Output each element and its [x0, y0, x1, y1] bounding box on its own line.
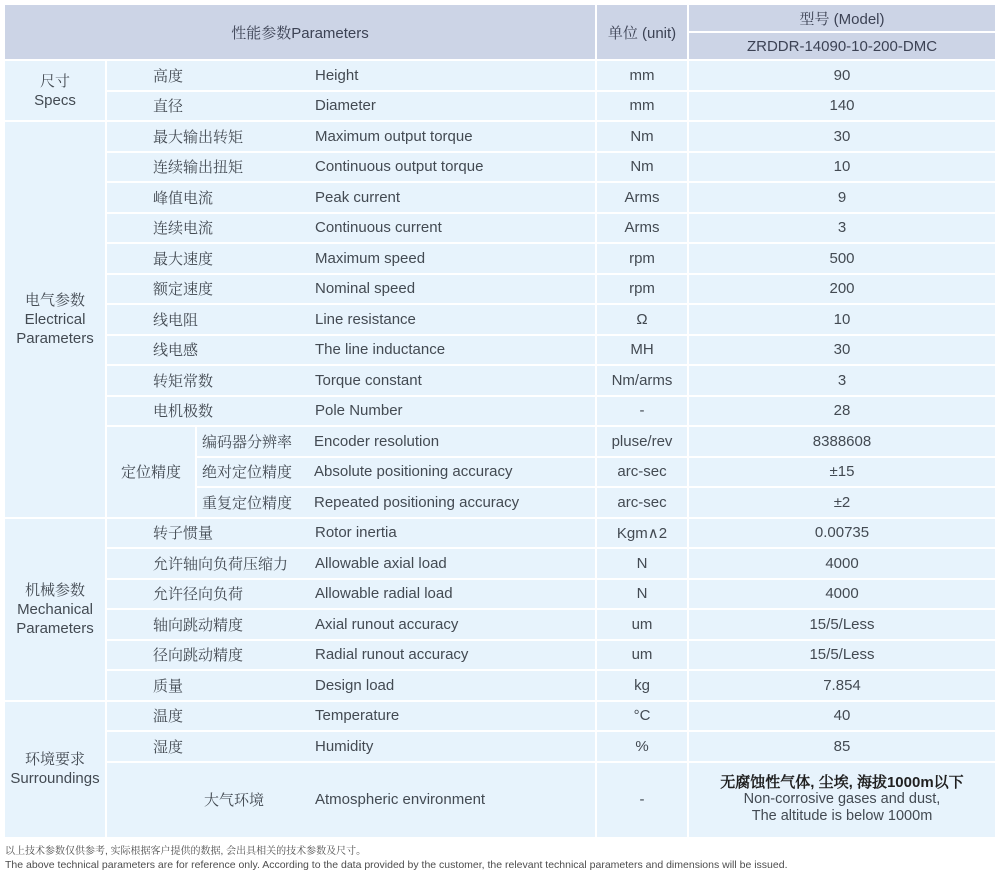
param-en: The line inductance	[315, 341, 446, 359]
value-cell: ±15	[689, 458, 995, 487]
param-zh: 允许径向负荷	[153, 586, 244, 604]
unit-cell: rpm	[597, 244, 687, 273]
param-en: Continuous output torque	[315, 158, 484, 176]
param-en: Humidity	[315, 737, 374, 755]
value-cell: 140	[689, 92, 995, 121]
unit-cell: MH	[597, 336, 687, 365]
value-cell: 15/5/Less	[689, 610, 995, 639]
value-cell: 90	[689, 61, 995, 90]
param-zh: 连续电流	[153, 220, 214, 238]
param-zh: 绝对定位精度	[202, 464, 293, 482]
atmospheric-line-zh: 无腐蚀性气体, 尘埃, 海拔1000m以下	[720, 774, 964, 791]
subcategory-cell-positioning: 定位精度	[107, 427, 195, 517]
category-zh: 电气参数	[24, 291, 85, 309]
unit-cell: um	[597, 610, 687, 639]
value-cell: 0.00735	[689, 519, 995, 548]
atmospheric-line-en2: The altitude is below 1000m	[751, 808, 933, 824]
param-en: Temperature	[315, 707, 400, 725]
value-cell: 3	[689, 214, 995, 243]
value-cell: 7.854	[689, 671, 995, 700]
category-en: Surroundings	[10, 770, 100, 787]
param-en: Absolute positioning accuracy	[314, 463, 513, 481]
header-model-label: 型号 (Model)	[689, 5, 995, 31]
unit-cell: Nm	[597, 153, 687, 182]
param-cell	[107, 244, 595, 273]
category-cell-electrical	[5, 122, 105, 517]
param-cell	[107, 214, 595, 243]
param-cell	[107, 397, 595, 426]
param-zh: 直径	[153, 98, 184, 116]
param-zh: 线电阻	[153, 311, 199, 329]
value-cell: 85	[689, 732, 995, 761]
header-unit: 单位 (unit)	[597, 5, 687, 59]
category-cell-specs	[5, 61, 105, 120]
footnotes	[5, 845, 995, 872]
param-cell	[107, 702, 595, 731]
category-en: Electrical Parameters	[16, 310, 94, 347]
value-cell: 15/5/Less	[689, 641, 995, 670]
param-cell	[107, 732, 595, 761]
unit-cell: Nm/arms	[597, 366, 687, 395]
unit-cell: pluse/rev	[597, 427, 687, 456]
unit-cell: -	[597, 763, 687, 837]
unit-cell: °C	[597, 702, 687, 731]
param-zh: 允许轴向负荷压缩力	[153, 555, 289, 573]
unit-cell: N	[597, 580, 687, 609]
footnote-en: The above technical parameters are for reference only. According to the data provided by the customer, the relevant technical parameters and dimensions will be issued.	[5, 859, 788, 871]
unit-cell: arc-sec	[597, 488, 687, 517]
param-en: Continuous current	[315, 219, 442, 237]
param-zh: 最大输出转矩	[153, 128, 244, 146]
param-cell	[197, 427, 595, 456]
spec-table	[5, 5, 995, 837]
header-model-value: ZRDDR-14090-10-200-DMC	[689, 33, 995, 59]
value-cell: 30	[689, 336, 995, 365]
param-cell	[107, 549, 595, 578]
param-zh: 湿度	[153, 738, 184, 756]
param-en: Peak current	[315, 188, 401, 206]
value-cell: 10	[689, 305, 995, 334]
param-cell	[107, 641, 595, 670]
value-cell: 10	[689, 153, 995, 182]
param-zh: 电机极数	[153, 403, 214, 421]
param-en: Maximum output torque	[315, 127, 473, 145]
param-zh: 线电感	[153, 342, 199, 360]
category-zh: 环境要求	[24, 751, 85, 768]
param-cell	[107, 519, 595, 548]
value-cell: 500	[689, 244, 995, 273]
unit-cell: %	[597, 732, 687, 761]
param-zh: 额定速度	[153, 281, 214, 299]
unit-cell: um	[597, 641, 687, 670]
param-cell	[197, 458, 595, 487]
param-en: Maximum speed	[315, 249, 426, 267]
param-zh: 转矩常数	[153, 372, 214, 390]
value-cell: 3	[689, 366, 995, 395]
param-zh: 连续输出扭矩	[153, 159, 244, 177]
unit-cell: N	[597, 549, 687, 578]
unit-cell: Arms	[597, 183, 687, 212]
unit-cell: mm	[597, 61, 687, 90]
param-zh: 最大速度	[153, 250, 214, 268]
param-en: Allowable axial load	[315, 554, 447, 572]
unit-cell: -	[597, 397, 687, 426]
param-en: Allowable radial load	[315, 585, 453, 603]
param-zh: 转子惯量	[153, 525, 214, 543]
param-en: Design load	[315, 676, 395, 694]
param-zh: 峰值电流	[153, 189, 214, 207]
unit-cell: mm	[597, 92, 687, 121]
unit-cell: Nm	[597, 122, 687, 151]
param-en: Encoder resolution	[314, 432, 440, 450]
param-en: Rotor inertia	[315, 524, 397, 542]
param-zh: 径向跳动精度	[153, 647, 244, 665]
unit-cell: Ω	[597, 305, 687, 334]
value-cell: 30	[689, 122, 995, 151]
category-zh: 机械参数	[24, 581, 85, 599]
param-zh: 重复定位精度	[202, 494, 293, 512]
param-cell	[107, 61, 595, 90]
param-cell	[197, 488, 595, 517]
param-en: Height	[315, 66, 359, 84]
value-cell: 28	[689, 397, 995, 426]
category-en: Specs	[34, 91, 76, 109]
param-cell	[107, 275, 595, 304]
param-en: Torque constant	[315, 371, 422, 389]
param-cell	[107, 305, 595, 334]
param-cell	[107, 671, 595, 700]
unit-cell: kg	[597, 671, 687, 700]
value-cell: 4000	[689, 549, 995, 578]
atmospheric-line-en1: Non-corrosive gases and dust,	[743, 791, 941, 807]
param-zh: 质量	[153, 677, 184, 695]
param-zh: 温度	[153, 708, 184, 726]
unit-cell: Arms	[597, 214, 687, 243]
param-cell	[107, 92, 595, 121]
param-cell	[107, 153, 595, 182]
param-en: Nominal speed	[315, 280, 416, 298]
param-cell	[107, 610, 595, 639]
category-cell-surroundings	[5, 702, 105, 837]
param-zh: 高度	[153, 67, 184, 85]
value-cell-atmospheric	[689, 763, 995, 837]
param-en: Pole Number	[315, 402, 403, 420]
category-en: Mechanical Parameters	[16, 600, 94, 637]
param-zh: 轴向跳动精度	[153, 616, 244, 634]
value-cell: 200	[689, 275, 995, 304]
unit-cell: Kgm∧2	[597, 519, 687, 548]
header-parameters: 性能参数Parameters	[5, 5, 595, 59]
param-cell	[107, 122, 595, 151]
value-cell: 4000	[689, 580, 995, 609]
param-zh: 大气环境	[203, 792, 264, 809]
category-zh: 尺寸	[39, 72, 70, 90]
value-cell: 9	[689, 183, 995, 212]
param-en: Line resistance	[315, 310, 416, 328]
value-cell: ±2	[689, 488, 995, 517]
value-cell: 40	[689, 702, 995, 731]
footnote-zh: 以上技术参数仅供参考, 实际根据客户提供的数据, 会出具相关的技术参数及尺寸。	[5, 846, 367, 857]
param-cell	[107, 183, 595, 212]
param-zh: 编码器分辨率	[202, 433, 293, 451]
unit-cell: arc-sec	[597, 458, 687, 487]
unit-cell: rpm	[597, 275, 687, 304]
param-cell	[107, 580, 595, 609]
param-cell	[107, 336, 595, 365]
value-cell: 8388608	[689, 427, 995, 456]
param-cell	[107, 763, 595, 837]
category-cell-mechanical	[5, 519, 105, 700]
param-cell	[107, 366, 595, 395]
param-en: Atmospheric environment	[315, 791, 486, 808]
param-en: Repeated positioning accuracy	[314, 493, 520, 511]
param-en: Radial runout accuracy	[315, 646, 469, 664]
param-en: Diameter	[315, 97, 376, 115]
param-en: Axial runout accuracy	[315, 615, 459, 633]
